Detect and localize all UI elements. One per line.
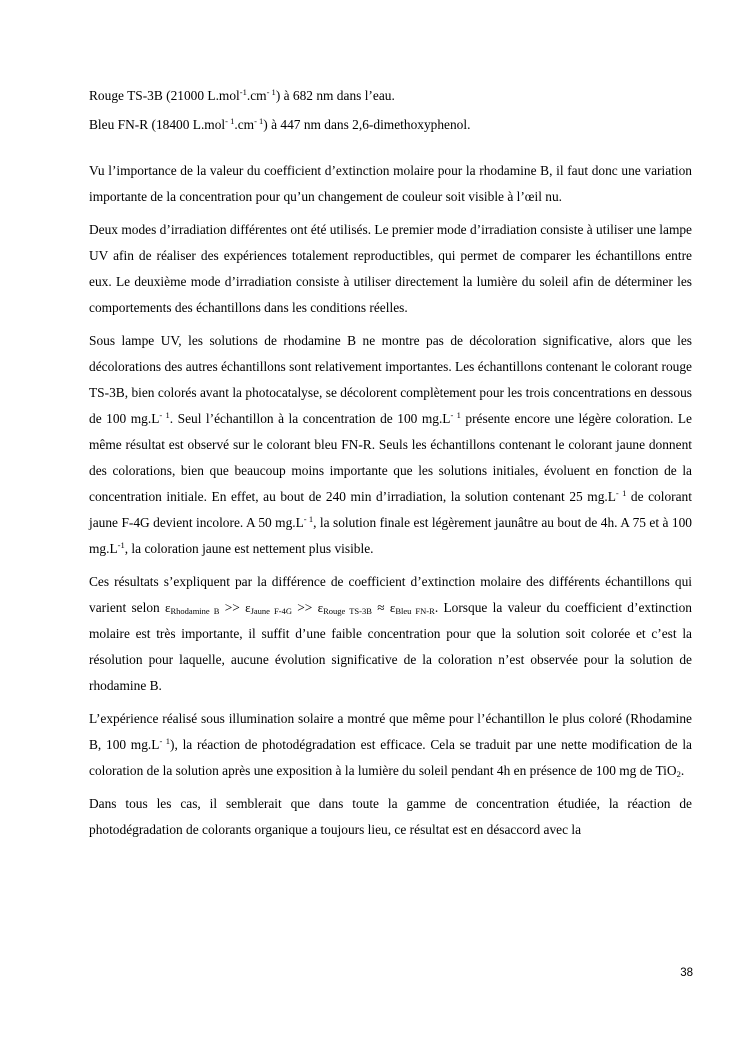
body-text bbox=[89, 83, 692, 850]
paragraph-solar-illumination: L’expérience réalisé sous illumination solaire a montré que même pour l’échantillon le plus coloré (Rhodamine B, 100 $mg.L^{- 1}$), la réaction de photodégradation est efficace. Cela se traduit par une nette modification de la coloration de la solution après une exposition à la lumière du soleil pendant 4h en présence de 100 mg de TiO$_2$. bbox=[89, 711, 692, 779]
paragraph-extinction-comparison: Ces résultats s’expliquent par la différence de coefficient d’extinction molaire des différents échantillons qui varient selon $\varepsilon_{Rhodamine B} >> \varepsilon_{Jaune F-4G} >> \varepsilon_{Rouge TS-3B} \approx \varepsilon_{Bleu FN-R}$. Lorsque la valeur du coefficient d’extinction molaire est très importante, il suffit d’une faible concentration pour que la solution soit colorée et c’est la résolution pour laquelle, aucune évolution significative de la coloration n’est observée pour la solution de rhodamine B. bbox=[89, 574, 692, 693]
absorbance-line-bleu: Bleu FN-R (18400 $L.mol^{- 1}.cm^{- 1}$) à 447 nm dans 2,6-dimethoxyphenol. bbox=[89, 116, 471, 132]
page-number: 38 bbox=[680, 967, 693, 979]
paragraph-irradiation-modes: Deux modes d’irradiation différentes ont été utilisés. Le premier mode d’irradiation consiste à utiliser une lampe UV afin de réaliser des expériences totalement reproductibles, qui permet de comparer les échantillons entre eux. Le deuxième mode d’irradiation consiste à utiliser directement la lumière du soleil afin de déterminer les comportements des échantillons dans les conditions réelles. bbox=[89, 222, 692, 315]
paragraph-rhodamine-extinction: Vu l’importance de la valeur du coefficient d’extinction molaire pour la rhodamine B, il faut donc une variation importante de la concentration pour qu’un changement de couleur soit visible à l’œil nu. bbox=[89, 163, 692, 204]
paragraph-uv-results: Sous lampe UV, les solutions de rhodamine B ne montre pas de décoloration significative, alors que les décolorations des autres échantillons sont relativement importantes. Les échantillons contenant le colorant rouge TS-3B, bien colorés avant la photocatalyse, se décolorent complètement pour les trois concentrations en dessous de 100 $mg.L^{- 1}$. Seul l’échantillon à la concentration de 100 $mg.L^{- 1}$ présente encore une légère coloration. Le même résultat est observé sur le colorant bleu FN-R. Seuls les échantillons contenant le colorant jaune donnent des colorations, bien que beaucoup moins importante que les solutions initiales, évoluent en fonction de la concentration initiale. En effet, au bout de 240 min d’irradiation, la solution contenant 25 $mg.L^{- 1}$ de colorant jaune F-4G devient incolore. A 50 $mg.L^{- 1}$, la solution finale est légèrement jaunâtre au bout de 4h. A 75 et à 100 $mg.L^{-1}$, la coloration jaune est nettement plus visible. bbox=[89, 333, 693, 556]
paragraph-conclusion: Dans tous les cas, il semblerait que dans toute la gamme de concentration étudiée, la réaction de photodégradation de colorants organique a toujours lieu, ce résultat est en désaccord avec la bbox=[89, 796, 692, 837]
absorbance-line-rouge: Rouge TS-3B (21000 $L.mol^{-1}.cm^{- 1}$) à 682 nm dans l’eau. bbox=[89, 87, 395, 103]
